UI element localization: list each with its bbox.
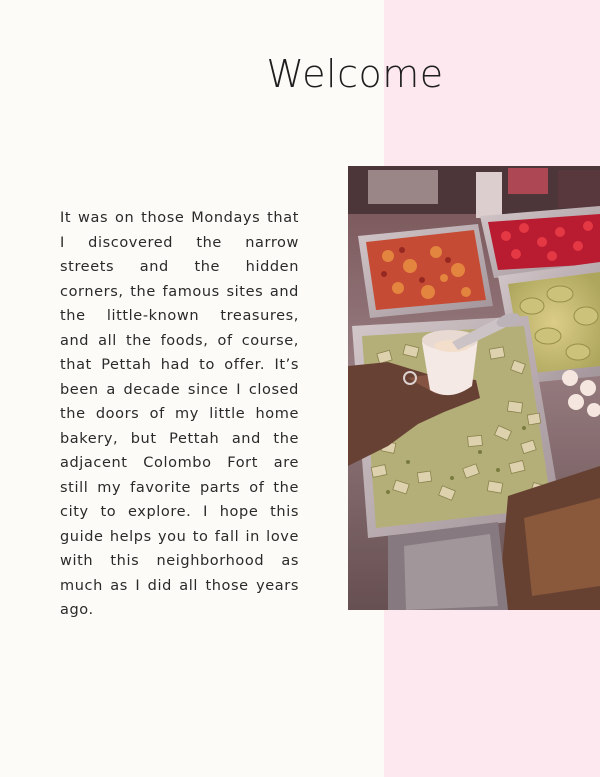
intro-paragraph: It was on those Mondays that I discovered the narrow streets and the hidden corners, the famous sites and the little-known treasures, and all the foods, of course, that Pettah had to offer. It’s been a decade since I closed the doors of my little home bakery, but Pettah and the adjacent Colombo Fort are still my favorite parts of the city to explore. I hope this guide helps you to fall in love with this neighborhood as much as I did all those years ago. bbox=[60, 210, 299, 618]
market-food-photo bbox=[348, 166, 600, 610]
page-title: Welcome bbox=[266, 52, 444, 96]
